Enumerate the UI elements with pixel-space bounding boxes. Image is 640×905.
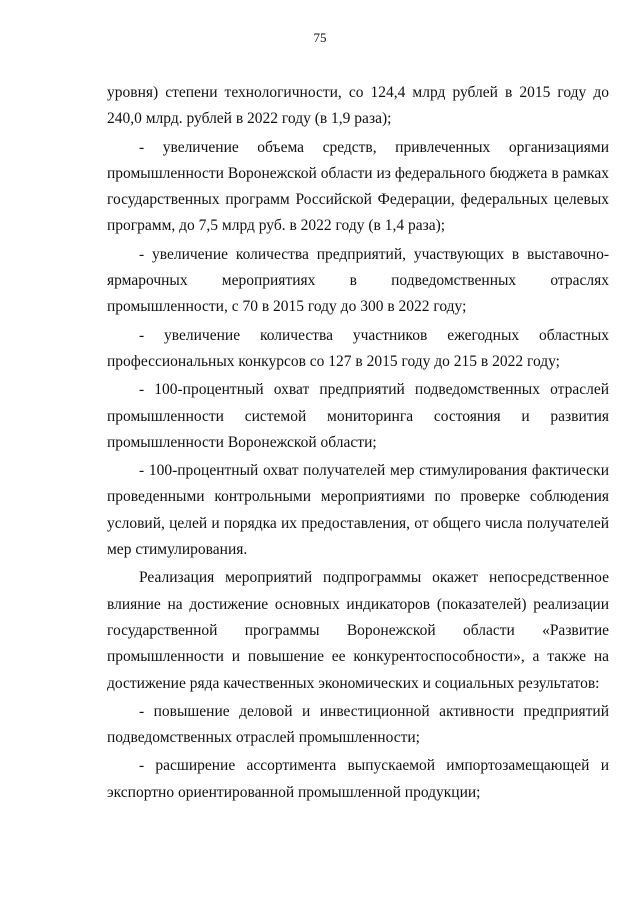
body-text (107, 80, 609, 806)
paragraph: Реализация мероприятий подпрограммы окажет непосредственное влияние на достижение основных индикаторов (показателей) реализации государственной программы Воронежской области «Развитие промышленности и повышение ее конкурентоспособности», а также на достижение ряда качественных экономических и социальных результатов: (107, 569, 609, 692)
list-item: - увеличение количества предприятий, участвующих в выставочно-ярмарочных мероприятиях в подведомственных отраслях промышленности, с 70 в 2015 году до 300 в 2022 году; (107, 245, 609, 316)
list-item: - повышение деловой и инвестиционной активности предприятий подведомственных отраслей промышленности; (107, 702, 609, 747)
list-item: - 100-процентный охват получателей мер стимулирования фактически проведенными контрольными мероприятиями по проверке соблюдения условий, целей и порядка их предоставления, от общего числа получателей мер стимулирования. (107, 462, 609, 559)
list-item: - расширение ассортимента выпускаемой импортозамещающей и экспортно ориентированной промышленной продукции; (107, 757, 609, 801)
paragraph-continuation: уровня) степени технологичности, со 124,4 млрд рублей в 2015 году до 240,0 млрд. рублей в 2022 году (в 1,9 раза); (107, 84, 609, 128)
list-item: - 100-процентный охват предприятий подведомственных отраслей промышленности системой мониторинга состояния и развития промышленности Воронежской области; (107, 381, 609, 451)
list-item: - увеличение объема средств, привлеченных организациями промышленности Воронежской области из федерального бюджета в рамках государственных программ Российской Федерации, федеральных целевых программ, до 7,5 млрд руб. в 2022 году (в 1,4 раза); (107, 138, 609, 235)
list-item: - увеличение количества участников ежегодных областных профессиональных конкурсов со 127 в 2015 году до 215 в 2022 году; (107, 326, 609, 370)
page-number: 75 (313, 30, 327, 45)
